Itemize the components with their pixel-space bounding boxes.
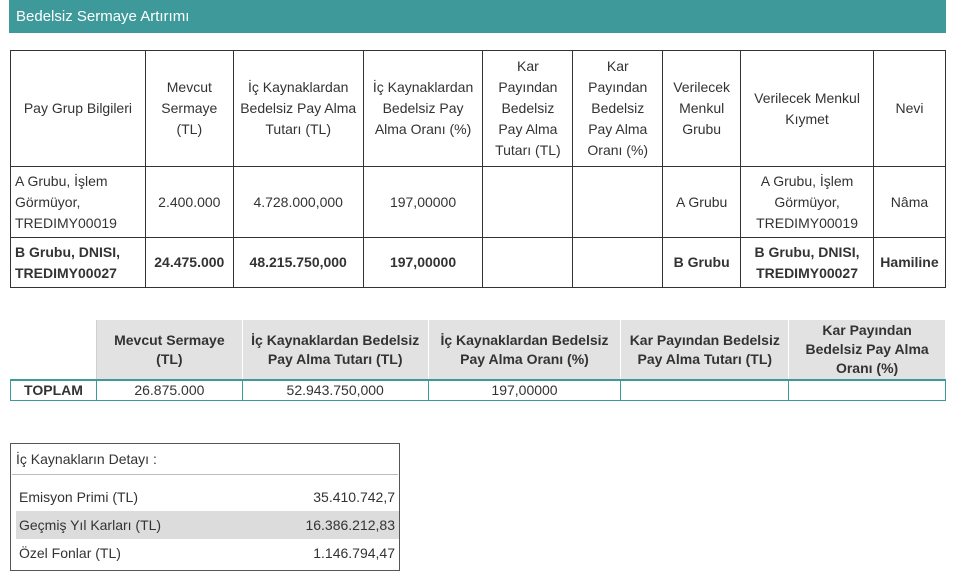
table-cell: 2.400.000 [145, 167, 233, 238]
detail-row-emission-premium [16, 483, 399, 511]
total-label: TOPLAM [11, 380, 97, 401]
column-header: İç Kaynaklardan Bedelsiz Pay Alma Oranı (%) [428, 320, 621, 380]
column-header: İç Kaynaklardan Bedelsiz Pay Alma Tutarı (TL) [242, 320, 428, 380]
detail-label: Geçmiş Yıl Karları (TL) [19, 517, 162, 533]
table-cell [573, 238, 663, 288]
column-header: Nevi [873, 51, 945, 167]
column-header: Kar Payından Bedelsiz Pay Alma Oranı (%) [573, 51, 663, 167]
table-cell: 197,00000 [428, 380, 621, 401]
table-cell: 197,00000 [363, 238, 483, 288]
share-group-table [10, 50, 946, 288]
table-cell: 26.875.000 [96, 380, 242, 401]
detail-row-special-funds [16, 539, 399, 567]
detail-value: 16.386.212,83 [305, 517, 395, 533]
table-row [11, 238, 946, 288]
table-cell [483, 167, 573, 238]
column-header: İç Kaynaklardan Bedelsiz Pay Alma Oranı (%) [363, 51, 483, 167]
total-table [10, 320, 946, 401]
table-cell: 48.215.750,000 [233, 238, 363, 288]
table-cell: Nâma [873, 167, 945, 238]
table-cell [483, 238, 573, 288]
internal-sources-detail [10, 443, 400, 571]
column-header: Pay Grup Bilgileri [11, 51, 146, 167]
table-cell: 24.475.000 [145, 238, 233, 288]
table-cell: Hamiline [873, 238, 945, 288]
column-header: Mevcut Sermaye (TL) [96, 320, 242, 380]
table-cell [621, 380, 789, 401]
total-row [11, 380, 946, 401]
column-header [11, 320, 97, 380]
detail-value: 35.410.742,7 [313, 489, 395, 505]
table-cell: B Grubu, DNISI, TREDIMY00027 [11, 238, 146, 288]
detail-label: Özel Fonlar (TL) [19, 545, 121, 561]
detail-list [16, 483, 399, 567]
table-cell: A Grubu, İşlem Görmüyor, TREDIMY00019 [11, 167, 146, 238]
total-header-row [11, 320, 946, 380]
column-header: Mevcut Sermaye (TL) [145, 51, 233, 167]
table-cell: 197,00000 [363, 167, 483, 238]
table-header-row [11, 51, 946, 167]
table-cell: A Grubu [663, 167, 741, 238]
column-header: İç Kaynaklardan Bedelsiz Pay Alma Tutarı (TL) [233, 51, 363, 167]
column-header: Kar Payından Bedelsiz Pay Alma Oranı (%) [789, 320, 946, 380]
table-cell: B Grubu [663, 238, 741, 288]
table-row [11, 167, 946, 238]
column-header: Kar Payından Bedelsiz Pay Alma Tutarı (TL) [621, 320, 789, 380]
table-cell: A Grubu, İşlem Görmüyor, TREDIMY00019 [741, 167, 874, 238]
detail-label: Emisyon Primi (TL) [19, 489, 139, 505]
table-cell [573, 167, 663, 238]
detail-value: 1.146.794,47 [313, 545, 395, 561]
column-header: Verilecek Menkul Kıymet [741, 51, 874, 167]
detail-title: İç Kaynakların Detayı : [12, 444, 398, 475]
table-cell [789, 380, 946, 401]
table-cell: 52.943.750,000 [242, 380, 428, 401]
table-cell: B Grubu, DNISI, TREDIMY00027 [741, 238, 874, 288]
column-header: Kar Payından Bedelsiz Pay Alma Tutarı (TL) [483, 51, 573, 167]
section-title: Bedelsiz Sermaye Artırımı [9, 0, 946, 33]
table-cell: 4.728.000,000 [233, 167, 363, 238]
column-header: Verilecek Menkul Grubu [663, 51, 741, 167]
detail-row-retained-earnings [16, 511, 399, 539]
